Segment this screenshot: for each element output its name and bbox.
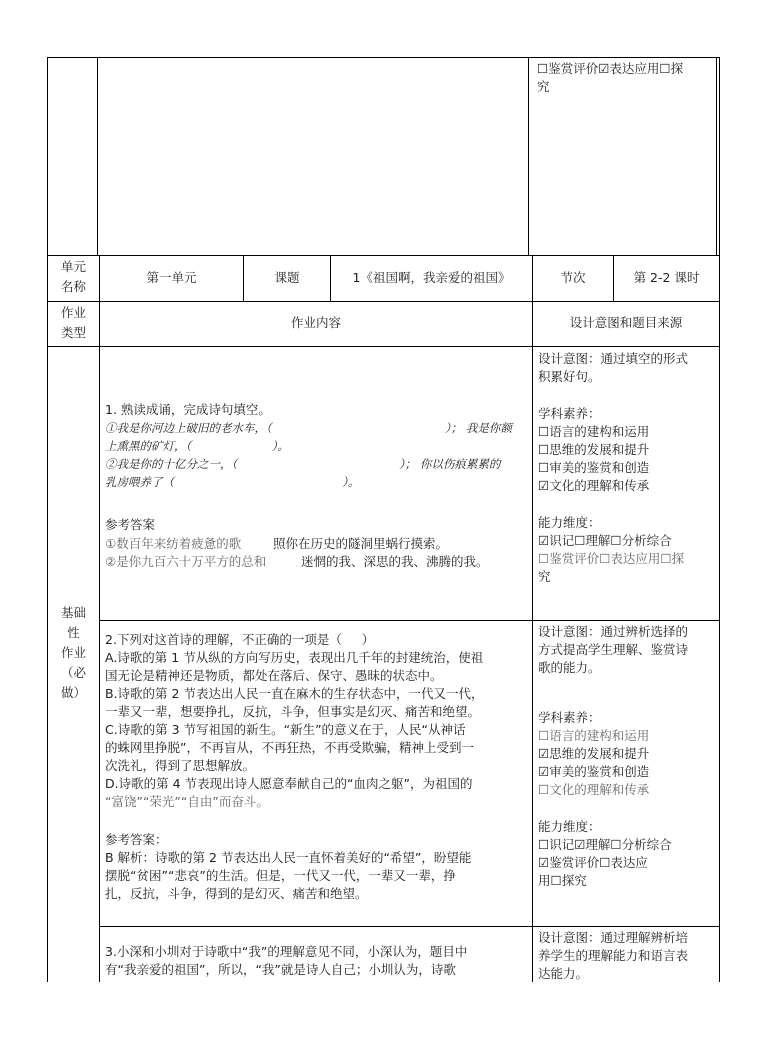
category-line-3: 作业 <box>60 645 86 660</box>
session-value: 第 2-2 课时 <box>633 270 700 285</box>
category-line-4: （必 <box>60 665 86 680</box>
q2-answer-2: 摆脱“贫困”“悲哀”的生活。但是，一代又一代，一辈又一辈，挣 <box>105 868 456 883</box>
q1-title: 1. 熟读成诵，完成诗句填空。 <box>105 402 271 417</box>
unit-value: 第一单元 <box>146 270 197 285</box>
type-label-2: 类型 <box>60 325 86 340</box>
unit-label-1: 单元 <box>60 259 86 274</box>
type-label-1: 作业 <box>60 305 86 320</box>
q3-intent-1: 设计意图：通过理解辨析培 <box>538 930 689 945</box>
q1-ability-1: ☑识记☐理解☐分析综合 <box>538 533 672 548</box>
q2-option-c-2: 的蛛网里挣脱”，不再盲从，不再狂热，不再受欺骗，精神上受到一 <box>105 740 474 755</box>
table-border-left <box>47 57 48 982</box>
table-grid-line <box>528 57 529 255</box>
session-label: 节次 <box>560 270 586 285</box>
unit-label-2: 名称 <box>60 279 86 294</box>
q3-intent-2: 养学生的理解能力和语言表 <box>538 948 689 963</box>
q2-literacy-label: 学科素养： <box>538 710 601 725</box>
q2-ability-1: ☐识记☑理解☐分析综合 <box>538 837 672 852</box>
table-grid-line <box>716 57 717 255</box>
table-grid-line <box>47 255 720 256</box>
q2-literacy-3: ☑审美的鉴赏和创造 <box>538 764 650 779</box>
q2-answer-1: B 解析：诗歌的第 2 节表达出人民一直怀着美好的“希望”，盼望能 <box>105 850 472 865</box>
content-label: 作业内容 <box>290 315 341 330</box>
q1-blank-line-1b: ）； 我是你额 <box>445 421 512 435</box>
q1-blank-line-4: 乳房喂养了（ ）。 <box>105 475 360 489</box>
q3-line-1: 3.小深和小圳对于诗歌中“我”的理解意见不同，小深认为，题目中 <box>105 944 468 959</box>
topic-label: 课题 <box>274 270 300 285</box>
q2-ability-2: ☑鉴赏评价☐表达应 <box>538 855 648 870</box>
q1-blank-line-2: 上熏黑的矿灯，（ ）。 <box>105 439 289 453</box>
q1-intent-2: 积累好句。 <box>538 369 601 384</box>
q2-intent-1: 设计意图：通过辨析选择的 <box>538 624 689 639</box>
q2-option-d-2: “富饶”“荣光”“自由”而奋斗。 <box>105 794 269 809</box>
q2-option-b-2: 一辈又一辈，想要挣扎，反抗，斗争，但事实是幻灭、痛苦和绝望。 <box>105 704 481 719</box>
table-grid-line <box>532 255 533 982</box>
q2-title: 2.下列对这首诗的理解，不正确的一项是（ ） <box>105 632 375 647</box>
q1-answer-label: 参考答案 <box>105 517 156 532</box>
q2-answer-3: 扎，反抗，斗争，得到的是幻灭、痛苦和绝望。 <box>105 886 368 901</box>
top-ability-line-1: ☐鉴赏评价☑表达应用☐探 <box>537 61 684 76</box>
q1-blank-line-1a: ①我是你河边上破旧的老水车，（ <box>105 421 272 435</box>
q1-intent-1: 设计意图：通过填空的形式 <box>538 351 689 366</box>
q1-ability-label: 能力维度： <box>538 515 601 530</box>
q1-literacy-4: ☑文化的理解和传承 <box>538 478 650 493</box>
table-grid-line <box>99 926 720 927</box>
top-ability-line-2: 究 <box>537 79 550 94</box>
q1-ability-2: ☐鉴赏评价☐表达应用☐探 <box>538 551 685 566</box>
q2-option-d-1: D.诗歌的第 4 节表现出诗人愿意奉献自己的“血肉之躯”，为祖国的 <box>105 776 473 791</box>
q1-ability-3: 究 <box>538 569 551 584</box>
q1-blank-line-3a: ②我是你的十亿分之一，（ <box>105 457 238 471</box>
q1-literacy-1: ☐语言的建构和运用 <box>538 424 650 439</box>
table-border-top <box>47 57 720 58</box>
q3-intent-3: 达能力。 <box>538 966 589 981</box>
q2-literacy-1: ☐语言的建构和运用 <box>538 728 650 743</box>
q2-answer-label: 参考答案： <box>105 832 168 847</box>
q1-blank-line-3b: ）； 你以伤痕累累的 <box>399 457 501 471</box>
q1-literacy-3: ☐审美的鉴赏和创造 <box>538 460 650 475</box>
table-grid-line <box>47 301 720 302</box>
table-grid-line <box>47 346 720 347</box>
q3-line-2: 有“我亲爱的祖国”，所以，“我”就是诗人自己；小圳认为，诗歌 <box>105 962 456 977</box>
q2-intent-2: 方式提高学生理解、鉴赏诗 <box>538 642 689 657</box>
q2-literacy-2: ☑思维的发展和提升 <box>538 746 650 761</box>
table-grid-line <box>99 255 100 982</box>
q1-answer-2a: ②是你九百六十万平方的总和 <box>105 554 267 569</box>
table-grid-line <box>99 620 720 621</box>
table-border-right <box>719 57 720 982</box>
category-line-5: 做） <box>60 685 86 700</box>
q2-literacy-4: ☐文化的理解和传承 <box>538 782 650 797</box>
q2-option-c-3: 次洗礼，得到了思想解放。 <box>105 758 256 773</box>
q2-option-a-2: 国无论是精神还是物质，都处在落后、保守、愚昧的状态中。 <box>105 668 443 683</box>
design-label: 设计意图和题目来源 <box>569 315 683 330</box>
q1-literacy-label: 学科素养： <box>538 406 601 421</box>
q1-answer-2b: 迷惘的我、深思的我、沸腾的我。 <box>301 554 489 569</box>
q1-answer-1a: ①数百年来纺着疲惫的歌 <box>105 536 242 551</box>
q2-option-a-1: A.诗歌的第 1 节从纵的方向写历史，表现出几千年的封建统治，使祖 <box>105 650 484 665</box>
q1-answer-1b: 照你在历史的隧洞里蜗行摸索。 <box>273 536 449 551</box>
q2-ability-3: 用☐探究 <box>538 873 587 888</box>
q2-option-b-1: B.诗歌的第 2 节表达出人民一直在麻木的生存状态中，一代又一代， <box>105 686 484 701</box>
q1-literacy-2: ☐思维的发展和提升 <box>538 442 650 457</box>
category-line-2: 性 <box>67 625 80 640</box>
q2-ability-label: 能力维度： <box>538 819 601 834</box>
q2-option-c-1: C.诗歌的第 3 节写祖国的新生。“新生”的意义在于，人民“从神话 <box>105 722 466 737</box>
q2-intent-3: 歌的能力。 <box>538 660 601 675</box>
topic-value: 1《祖国啊，我亲爱的祖国》 <box>352 270 511 285</box>
category-line-1: 基础 <box>60 605 86 620</box>
table-grid-line <box>97 57 98 255</box>
